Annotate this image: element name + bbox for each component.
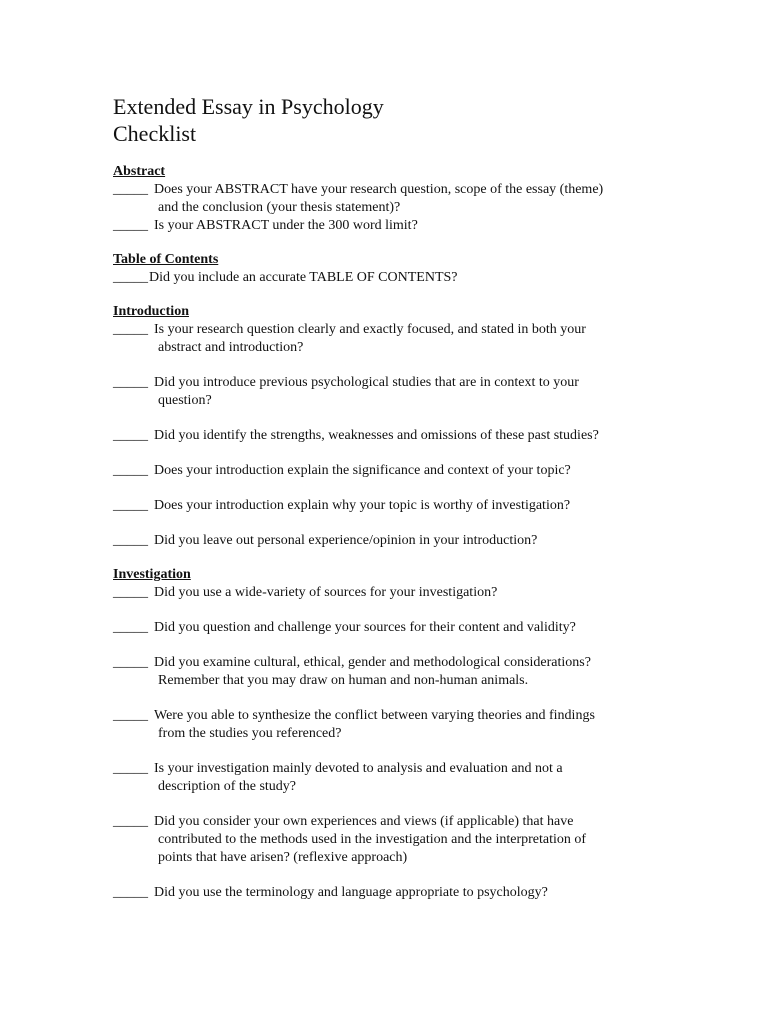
item-text-line: Is your ABSTRACT under the 300 word limit? xyxy=(154,218,418,233)
answer-blank[interactable]: _____ xyxy=(113,620,148,635)
item-text-line: Did you consider your own experiences and views (if applicable) that have xyxy=(154,814,574,829)
item-text-line: Were you able to synthesize the conflict between varying theories and findings xyxy=(154,708,595,723)
checklist-item xyxy=(113,532,733,550)
answer-blank[interactable]: _____ xyxy=(113,885,148,900)
checklist-item xyxy=(113,181,733,217)
section-table-of-contents xyxy=(113,251,733,287)
answer-blank[interactable]: _____ xyxy=(113,655,148,670)
item-text-line: and the conclusion (your thesis statement)? xyxy=(158,200,401,215)
checklist-item xyxy=(113,374,733,410)
item-text-line: Does your introduction explain the significance and context of your topic? xyxy=(154,463,571,478)
answer-blank[interactable]: _____ xyxy=(113,322,148,337)
item-text-line: Is your research question clearly and exactly focused, and stated in both your xyxy=(154,322,586,337)
checklist-item xyxy=(113,462,733,480)
checklist-item xyxy=(113,884,733,902)
answer-blank[interactable]: _____ xyxy=(113,585,148,600)
item-text-line: Did you examine cultural, ethical, gender and methodological considerations? xyxy=(154,655,591,670)
section-investigation xyxy=(113,566,733,902)
section-heading: Introduction xyxy=(113,304,189,319)
answer-blank[interactable]: _____ xyxy=(113,498,148,513)
checklist-item xyxy=(113,584,733,602)
checklist-item xyxy=(113,497,733,515)
section-heading: Investigation xyxy=(113,567,191,582)
item-text-line: Remember that you may draw on human and non-human animals. xyxy=(158,673,529,688)
checklist-item xyxy=(113,269,733,287)
checklist-item xyxy=(113,321,733,357)
item-text-line: Did you use the terminology and language appropriate to psychology? xyxy=(154,885,548,900)
section-introduction xyxy=(113,303,733,550)
answer-blank[interactable]: _____ xyxy=(113,463,148,478)
item-text-line: Does your introduction explain why your topic is worthy of investigation? xyxy=(154,498,571,513)
answer-blank[interactable]: _____ xyxy=(113,708,148,723)
item-text-line: Is your investigation mainly devoted to analysis and evaluation and not a xyxy=(154,761,563,776)
item-text-line: from the studies you referenced? xyxy=(158,726,342,741)
title-line-1: Extended Essay in Psychology xyxy=(113,94,384,119)
item-text-line: Did you identify the strengths, weaknesses and omissions of these past studies? xyxy=(154,428,599,443)
item-text-line: Did you include an accurate TABLE OF CONTENTS? xyxy=(149,270,458,285)
item-text-line: abstract and introduction? xyxy=(158,340,304,355)
answer-blank[interactable]: _____ xyxy=(113,533,148,548)
answer-blank[interactable]: _____ xyxy=(113,182,148,197)
item-text-line: points that have arisen? (reflexive approach) xyxy=(158,850,408,865)
item-text-line: Did you leave out personal experience/opinion in your introduction? xyxy=(154,533,538,548)
section-heading: Table of Contents xyxy=(113,252,219,267)
checklist-sections xyxy=(113,163,733,902)
checklist-item xyxy=(113,427,733,445)
item-text-line: Did you introduce previous psychological studies that are in context to your xyxy=(154,375,579,390)
checklist-item xyxy=(113,654,733,690)
section-heading: Abstract xyxy=(113,164,166,179)
item-text-line: Did you question and challenge your sources for their content and validity? xyxy=(154,620,576,635)
answer-blank[interactable]: _____ xyxy=(113,375,148,390)
checklist-item xyxy=(113,707,733,743)
answer-blank[interactable]: _____ xyxy=(113,218,148,233)
checklist-item xyxy=(113,217,733,235)
document-title xyxy=(113,93,733,147)
answer-blank[interactable]: _____ xyxy=(113,428,148,443)
item-text-line: Did you use a wide-variety of sources for your investigation? xyxy=(154,585,498,600)
item-text-line: contributed to the methods used in the investigation and the interpretation of xyxy=(158,832,587,847)
title-line-2: Checklist xyxy=(113,121,197,146)
item-text-line: question? xyxy=(158,393,212,408)
answer-blank[interactable]: _____ xyxy=(113,761,148,776)
answer-blank[interactable]: _____ xyxy=(113,814,148,829)
checklist-item xyxy=(113,813,733,867)
answer-blank[interactable]: _____ xyxy=(113,270,148,285)
section-abstract xyxy=(113,163,733,235)
item-text-line: description of the study? xyxy=(158,779,297,794)
item-text-line: Does your ABSTRACT have your research question, scope of the essay (theme) xyxy=(154,182,604,197)
checklist-page xyxy=(113,93,733,902)
checklist-item xyxy=(113,760,733,796)
checklist-item xyxy=(113,619,733,637)
